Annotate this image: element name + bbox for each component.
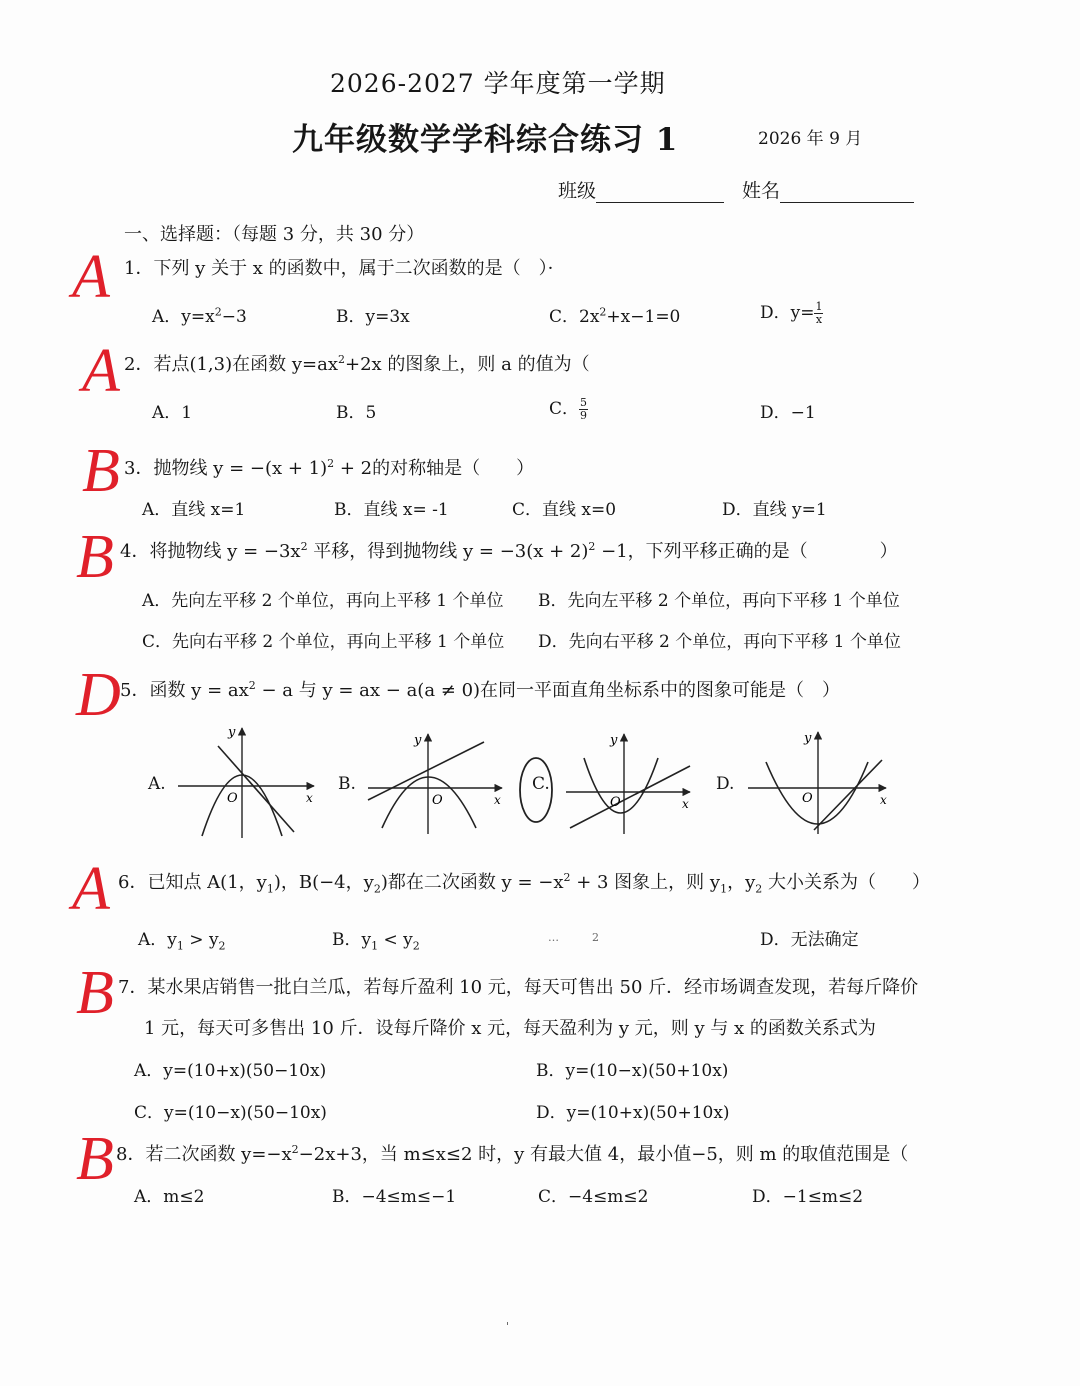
question-4-stem: 4．将抛物线 $y = -3x^2$ 平移，得到抛物线 $y = -3(x + 2)^2 -1$，下列平移正确的是（ ） [120, 540, 898, 562]
question-7-stem-line-2: 1 元，每天可多售出 10 斤．设每斤降价 x 元，每天盈利为 y 元，则 y 与 x 的函数关系式为 [144, 1018, 876, 1039]
question-5-stem: 5．函数 $y = ax^2 - a$ 与 y = ax − a(a ≠ 0)在同一平面直角坐标系中的图象可能是（ ） [120, 679, 841, 701]
question-5-graph-d [744, 726, 894, 838]
circle-stroke [520, 758, 552, 822]
page-title: 九年级数学学科综合练习 1 [292, 122, 679, 158]
question-4-option-b: B．先向左平移 2 个单位，再向下平移 1 个单位 [538, 591, 900, 611]
line [218, 746, 294, 832]
answer-mark-q5: D [76, 661, 121, 729]
line [814, 760, 882, 830]
answer-mark-q6: A [72, 855, 110, 923]
question-2-option-d: D．−1 [760, 403, 816, 423]
question-1-stem: 1．下列 y 关于 x 的函数中，属于二次函数的是（ ）· [124, 258, 554, 279]
answer-mark-q8: B [76, 1125, 114, 1193]
question-4-option-c: C．先向右平移 2 个单位，再向上平移 1 个单位 [142, 632, 505, 652]
question-6-stem: 6．已知点 A(1，$y_1$)，B(−4，$y_2$)都在二次函数 $y = -x^2 + 3$ 图象上，则 $y_1$，$y_2$ 大小关系为（ ） [118, 871, 930, 896]
class-field [558, 176, 724, 203]
question-5-option-a: A. [148, 774, 166, 794]
name-label: 姓名 [742, 180, 781, 202]
question-5-graph-b [364, 728, 514, 840]
question-6-option-c: … 2 [548, 931, 599, 944]
answer-mark-q3: B [82, 437, 120, 505]
question-6-option-b: B．$y_1 < y_2$ [332, 930, 420, 953]
question-7-option-c: C．y=(10−x)(50−10x) [134, 1103, 327, 1123]
question-6-option-d: D．无法确定 [760, 930, 859, 950]
question-4-option-d: D．先向右平移 2 个单位，再向下平移 1 个单位 [538, 632, 901, 652]
x-axis-label: x [494, 793, 501, 807]
question-3-option-c: C．直线 x=0 [512, 500, 617, 520]
question-3-option-d: D．直线 y=1 [722, 500, 827, 520]
answer-mark-q2: A [82, 337, 120, 405]
question-2-stem: 2．若点(1,3)在函数 $y=ax^2+2x$ 的图象上，则 a 的值为（ [124, 353, 590, 375]
answer-mark-q1: A [72, 243, 110, 311]
parabola [766, 762, 868, 824]
question-6-option-a: A．$y_1 > y_2$ [138, 930, 226, 953]
question-3-stem: 3．抛物线 $y = -(x + 1)^2 + 2$的对称轴是（ ） [124, 457, 535, 479]
question-7-stem-line-1: 7．某水果店销售一批白兰瓜，若每斤盈利 10 元，每天可售出 50 斤．经市场调查发现，若每斤降价 [118, 977, 919, 998]
question-1-option-a: A．$y=x^2-3$ [152, 305, 247, 327]
line [368, 742, 484, 800]
question-5-graph-c [562, 728, 702, 840]
class-blank [596, 184, 724, 203]
question-7-option-d: D．y=(10+x)(50+10x) [536, 1103, 730, 1123]
origin-label: O [227, 791, 238, 806]
origin-label: O [432, 793, 443, 808]
question-1-option-c: C．$2x^2+x-1=0$ [549, 305, 681, 327]
question-5-option-c: C. [532, 774, 550, 794]
question-2-option-c: C． $\frac{5}{9}$ [549, 396, 588, 422]
origin-label: O [610, 795, 621, 810]
question-7-option-a: A．y=(10+x)(50−10x) [134, 1061, 327, 1081]
question-5-option-d: D. [716, 774, 735, 794]
date-label: 2026 年 9 月 [758, 129, 863, 149]
question-2-option-a: A．1 [152, 403, 193, 423]
question-8-option-b: B．−4≤m≤−1 [332, 1187, 457, 1207]
question-3-option-a: A．直线 x=1 [142, 500, 246, 520]
answer-mark-q4: B [76, 523, 114, 591]
question-7-option-b: B．y=(10−x)(50+10x) [536, 1061, 729, 1081]
class-label: 班级 [558, 180, 597, 202]
term-heading: 2026-2027 学年度第一学期 [330, 69, 666, 98]
question-2-option-b: B．5 [336, 403, 377, 423]
parabola [382, 777, 476, 828]
origin-label: O [802, 791, 813, 806]
question-5-graph-a [172, 720, 322, 842]
question-4-option-a: A．先向左平移 2 个单位，再向上平移 1 个单位 [142, 591, 504, 611]
parabola [584, 758, 658, 813]
y-axis-label: y [414, 733, 422, 748]
section-heading: 一、选择题：（每题 3 分，共 30 分） [124, 224, 425, 245]
circle-mark [512, 752, 562, 832]
y-axis-label: y [804, 731, 812, 746]
question-3-option-b: B．直线 x= -1 [334, 500, 449, 520]
x-axis-label: x [682, 797, 689, 811]
name-field [742, 176, 914, 203]
answer-mark-q7: B [76, 959, 114, 1027]
line [570, 766, 690, 828]
question-8-option-a: A．m≤2 [134, 1187, 205, 1207]
question-5-option-b: B. [338, 774, 356, 794]
x-axis-label: x [306, 791, 313, 805]
question-1-option-d: D．y= $\frac{1}{x}$ [760, 300, 823, 326]
name-blank [780, 184, 914, 203]
question-1-option-b: B．y=3x [336, 307, 410, 327]
question-8-stem: 8．若二次函数 $y=-x^2-2x+3$，当 m≤x≤2 时，y 有最大值 4，最小值−5，则 m 的取值范围是（ [116, 1143, 909, 1165]
question-8-option-d: D．−1≤m≤2 [752, 1187, 864, 1207]
y-axis-label: y [228, 725, 236, 740]
footer-mark: ' [506, 1320, 510, 1333]
x-axis-label: x [880, 793, 887, 807]
question-8-option-c: C．−4≤m≤2 [538, 1187, 649, 1207]
y-axis-label: y [610, 733, 618, 748]
